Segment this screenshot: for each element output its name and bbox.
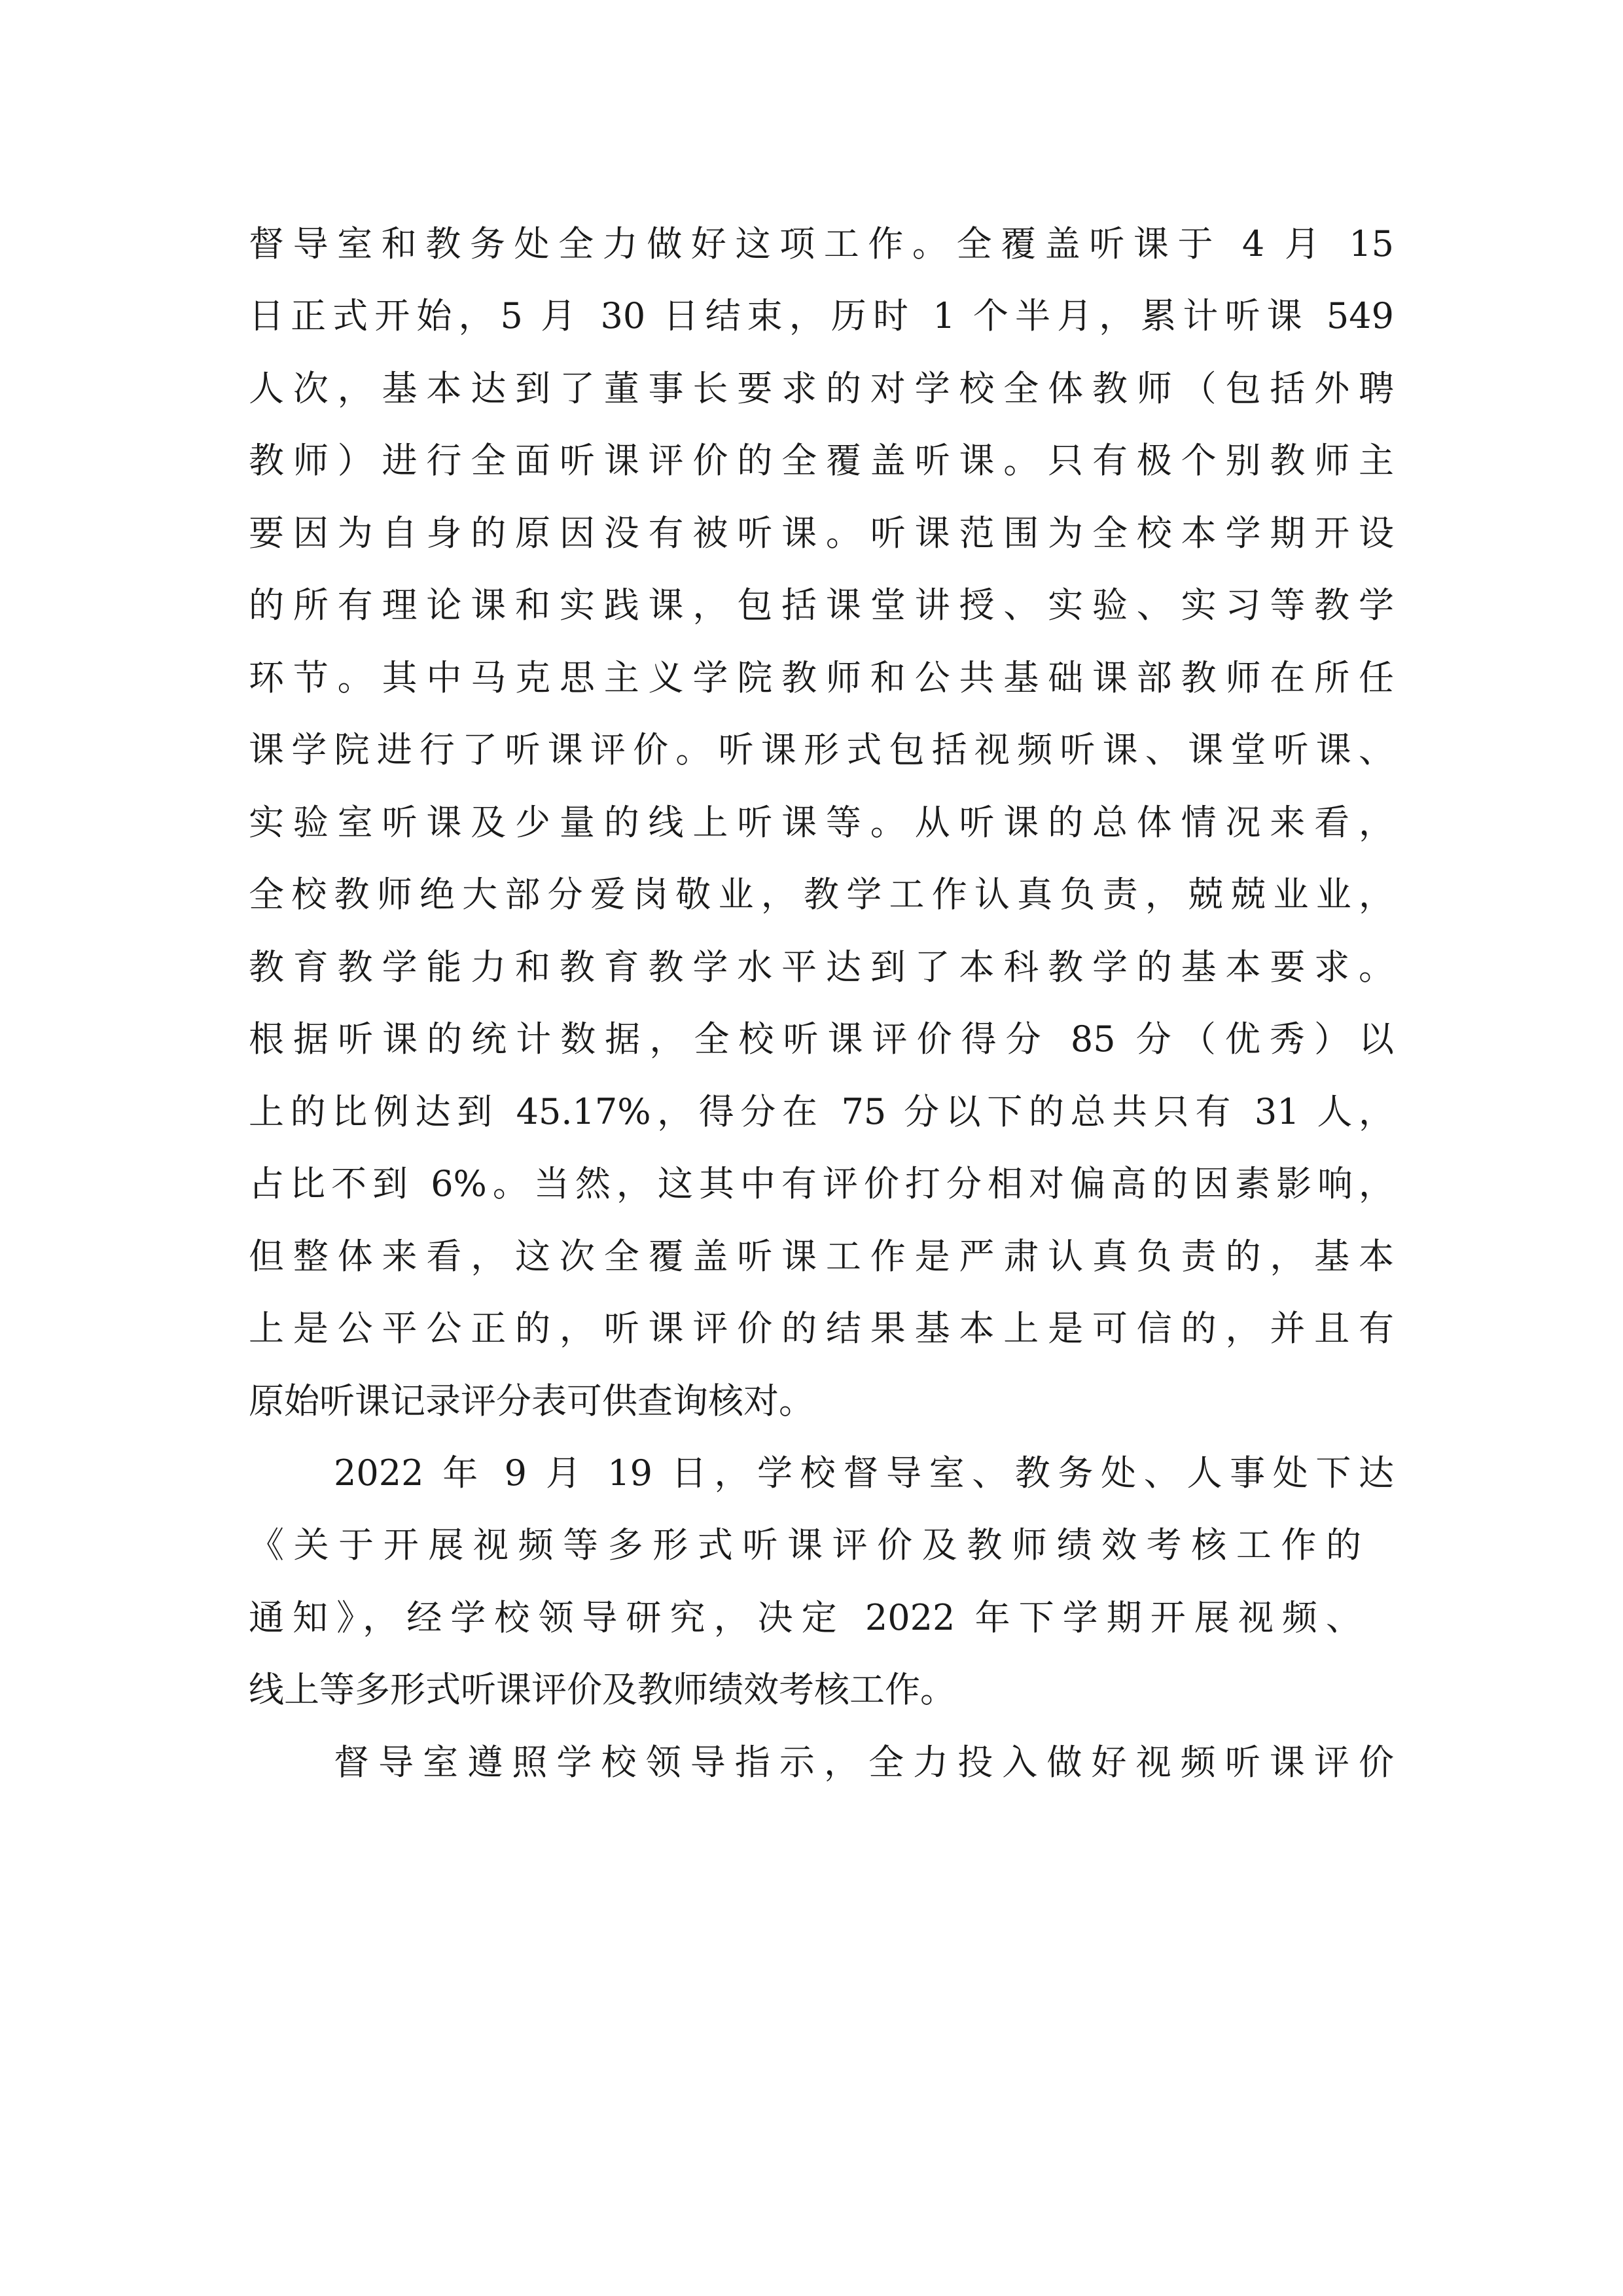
text-line: 教育教学能力和教育教学水平达到了本科教学的基本要求。 — [249, 946, 1394, 988]
text-line: 通知》，经学校领导研究，决定 2022 年下学期开展视频、 — [249, 1597, 1361, 1638]
text-line: 占比不到 6%。当然，这其中有评价打分相对偏高的因素影响， — [249, 1163, 1394, 1204]
text-line: 督导室和教务处全力做好这项工作。全覆盖听课于 4 月 15 — [249, 223, 1394, 264]
text-line: 但整体来看，这次全覆盖听课工作是严肃认真负责的，基本 — [249, 1236, 1394, 1277]
text-line: 根据听课的统计数据，全校听课评价得分 85 分（优秀）以 — [249, 1018, 1394, 1060]
text-line: 线上等多形式听课评价及教师绩效考核工作。 — [249, 1669, 955, 1710]
text-line: 实验室听课及少量的线上听课等。从听课的总体情况来看， — [249, 802, 1394, 843]
text-line: 《关于开展视频等多形式听课评价及教师绩效考核工作的 — [249, 1524, 1361, 1566]
text-line: 日正式开始，5 月 30 日结束，历时 1 个半月，累计听课 549 — [249, 295, 1394, 336]
text-line: 全校教师绝大部分爱岗敬业，教学工作认真负责，兢兢业业， — [249, 874, 1394, 915]
text-line: 环节。其中马克思主义学院教师和公共基础课部教师在所任 — [249, 657, 1394, 698]
text-line: 督导室遵照学校领导指示，全力投入做好视频听课评价 — [334, 1742, 1394, 1783]
text-line: 教师）进行全面听课评价的全覆盖听课。只有极个别教师主 — [249, 440, 1394, 481]
text-line: 2022 年 9 月 19 日，学校督导室、教务处、人事处下达 — [334, 1452, 1394, 1494]
text-line: 上的比例达到 45.17%，得分在 75 分以下的总共只有 31 人， — [249, 1091, 1394, 1132]
text-line: 课学院进行了听课评价。听课形式包括视频听课、课堂听课、 — [249, 729, 1394, 770]
text-line: 的所有理论课和实践课，包括课堂讲授、实验、实习等教学 — [249, 584, 1394, 626]
text-line: 原始听课记录评分表可供查询核对。 — [249, 1380, 814, 1422]
text-line: 上是公平公正的，听课评价的结果基本上是可信的，并且有 — [249, 1308, 1394, 1349]
text-line: 人次，基本达到了董事长要求的对学校全体教师（包括外聘 — [249, 368, 1394, 409]
text-line: 要因为自身的原因没有被听课。听课范围为全校本学期开设 — [249, 512, 1394, 554]
